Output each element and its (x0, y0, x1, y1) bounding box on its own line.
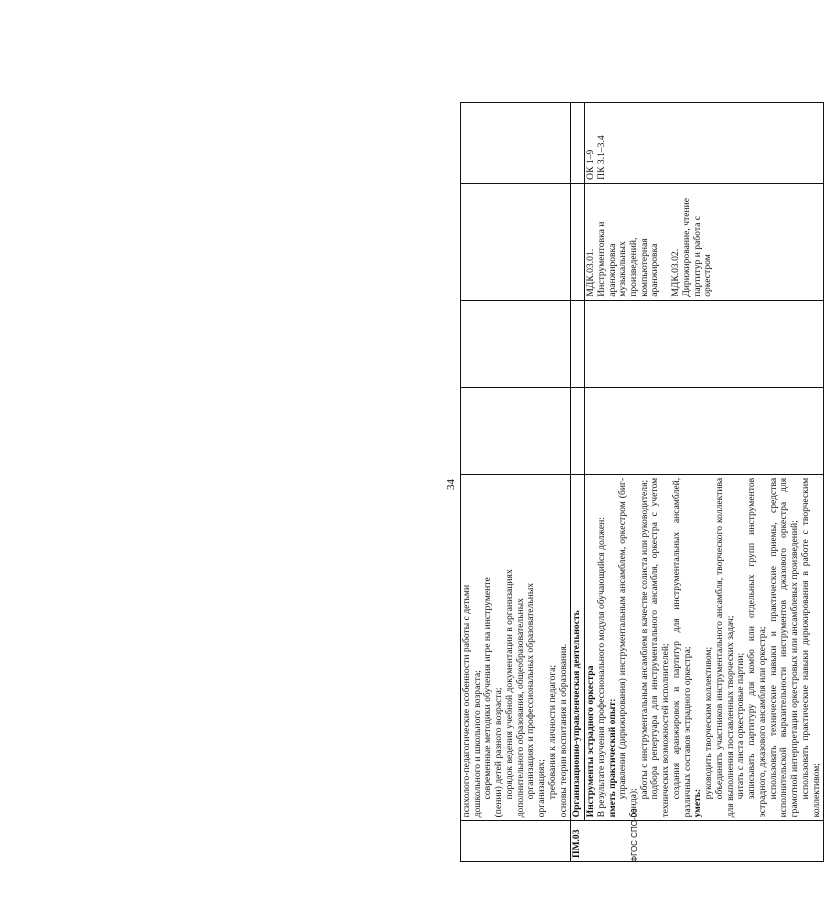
empty-cell (571, 300, 585, 387)
empty-cell (571, 103, 585, 184)
pm-title: Организационно-управленческая деятельность (571, 474, 585, 821)
empty-cell (461, 103, 571, 184)
empty-cell (585, 300, 824, 387)
practice-heading: иметь практический опыт: (606, 698, 618, 818)
empty-cell (461, 300, 571, 387)
intro-text: В результате изучения профессионального модуля обучающийся должен: (595, 517, 607, 818)
empty-cell (571, 183, 585, 300)
continuation-line: (пении) детей разного возраста; (493, 687, 505, 818)
curriculum-table (460, 102, 824, 862)
section-title: Инструменты эстрадного оркестра (585, 665, 597, 818)
skill-item: объединять участников инструментального ансамбля, творческого коллектива для выполнения поставленных творческих задач; (713, 477, 736, 818)
rotated-page (38, 102, 822, 862)
practice-item: работы с инструментальным ансамблем в качестве солиста или руководителя; (638, 479, 650, 800)
continuation-line: требования к личности педагога; (546, 664, 558, 800)
continuation-line: организациях; (536, 759, 548, 818)
skills-heading: уметь: (692, 788, 704, 818)
competency-item: ПК 3.1–3.4 (595, 135, 607, 180)
practice-item: управления (дирижирования) инструментальным ансамблем, оркестром (биг-бэнда); (617, 477, 640, 818)
continuation-cell (461, 474, 571, 821)
skill-item: использовать технические навыки и практические приемы, средства исполнительской выразительности инструментов джазового оркестра для грамотной интерпретации оркестровых или ансамблевых произведений; (767, 477, 801, 818)
empty-cell (585, 387, 824, 474)
pm-code: ПМ.03 (571, 821, 824, 862)
practice-item: подбора репертуара для инструментального ансамбля, оркестра с учетом технических возможностей исполнителей; (649, 477, 672, 818)
mdk-cell (585, 183, 824, 300)
skill-item: использовать практические навыки дирижирования в работе с творческим коллективом; (799, 477, 822, 818)
continuation-line: современные методики обучения игре на инструменте (482, 577, 494, 800)
continuation-line: дошкольного и школьного возраста; (471, 670, 483, 818)
module-content (585, 474, 824, 821)
empty-cell (571, 387, 585, 474)
footer-code: ФГОС СПО-06 (630, 808, 639, 862)
skill-item: руководить творческим коллективом; (703, 646, 715, 800)
empty-cell (461, 387, 571, 474)
continuation-line: организациях и профессиональных образовательных (525, 582, 537, 800)
mdk-item: МДК.03.01. Инструментовка и аранжировка музыкальных произведений, компьютерная аранжировка (585, 221, 661, 297)
code-cell-empty (461, 821, 571, 862)
continuation-line: порядок ведения учебной документации в организациях (503, 569, 515, 800)
practice-item: создания аранжировок и партитур для инструментальных ансамблей, различных составов эстрадного оркестра; (670, 477, 693, 818)
skills-list (704, 478, 822, 818)
table-row (571, 103, 585, 862)
continuation-line: психолого-педагогические особенности работы с детьми (461, 584, 472, 818)
page-number: 34 (445, 479, 457, 490)
competency-cell (585, 103, 824, 184)
table-row (585, 103, 824, 862)
mdk-item: МДК.03.02. Дирижирование, чтение партитур и работа с оркестром (670, 197, 714, 297)
practice-list (618, 478, 693, 818)
competency-item: ОК 1–9 (585, 149, 597, 180)
continuation-line: дополнительного образования, общеобразовательных (514, 598, 526, 818)
empty-cell (461, 183, 571, 300)
skill-item: читать с листа оркестровые партии; (735, 652, 747, 800)
skill-item: записывать партитуру для комбо или отдельных групп инструментов эстрадного, джазового ансамбля или оркестра; (746, 477, 768, 818)
continuation-line: основы теории воспитания и образования. (557, 643, 569, 818)
table-row (461, 103, 571, 862)
